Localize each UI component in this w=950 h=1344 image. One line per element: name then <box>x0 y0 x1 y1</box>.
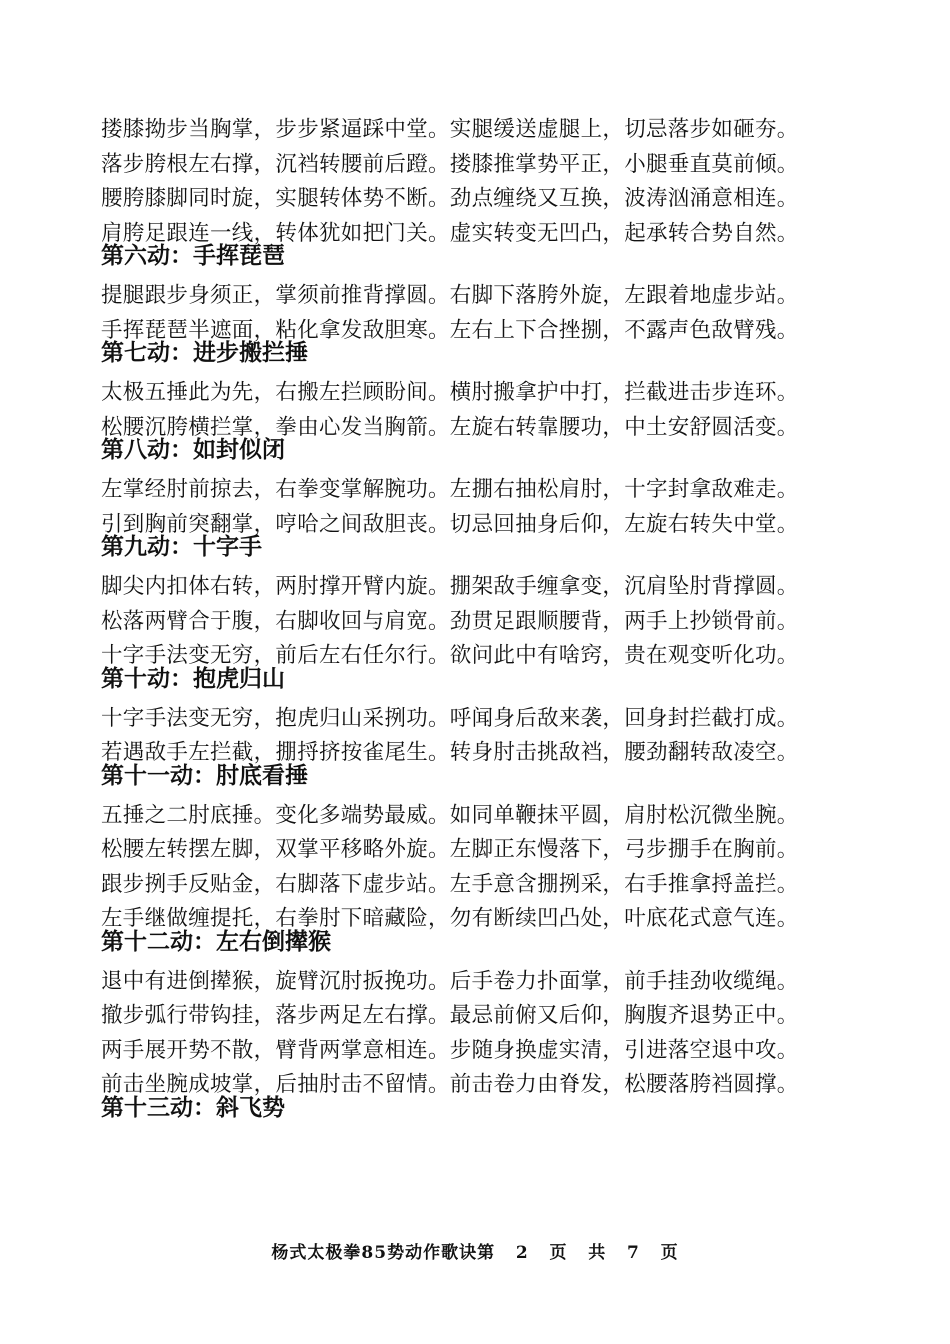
verse-line: 引到胸前突翻掌，哼哈之间敌胆丧。切忌回抽身后仰，左旋右转失中堂。 <box>101 511 799 537</box>
verse-line: 左掌经肘前掠去，右拳变掌解腕功。左掤右抽松肩肘，十字封拿敌难走。 <box>101 477 799 502</box>
verse-line: 左手继做缠提托，右拳肘下暗藏险，勿有断续凹凸处，叶底花式意气连。 <box>101 906 799 931</box>
footer-page-word: 页 <box>549 1243 568 1263</box>
verse-line: 两手展开势不散，臂背两掌意相连。步随身换虚实清，引进落空退中攻。 <box>101 1037 799 1063</box>
verse-line: 前击坐腕成坡掌，后抽肘击不留情。前击卷力由脊发，松腰落胯裆圆撑。 <box>101 1072 799 1097</box>
verse-line: 提腿跟步身须正，掌须前推背撑圆。右脚下落胯外旋，左跟着地虚步站。 <box>101 283 799 308</box>
verse-line: 腰胯膝脚同时旋，实腿转体势不断。劲点缠绕又互换，波涛汹涌意相连。 <box>101 186 799 211</box>
verse-line: 松腰沉胯横拦掌，拳由心发当胸箭。左旋右转靠腰功，中土安舒圆活变。 <box>101 414 799 440</box>
section-heading: 第十二动：左右倒撵猴 <box>101 928 331 955</box>
verse-line: 太极五捶此为先，右搬左拦顾盼间。横肘搬拿护中打，拦截进击步连环。 <box>101 380 799 405</box>
page-body <box>101 113 821 1131</box>
intro-section <box>101 113 821 251</box>
verse-line: 落步胯根左右撑，沉裆转腰前后蹬。搂膝推掌势平正，小腿垂直莫前倾。 <box>101 151 799 177</box>
footer-total-pages: 7 <box>626 1243 640 1263</box>
verse-line: 肩胯足跟连一线，转体犹如把门关。虚实转变无凹凸，起承转合势自然。 <box>101 220 799 246</box>
verse-line: 手挥琵琶半遮面，粘化拿发敌胆寒。左右上下合挫捌，不露声色敌臂残。 <box>101 317 799 343</box>
section-9 <box>101 534 821 674</box>
page-footer <box>0 1238 950 1263</box>
section-8 <box>101 437 821 542</box>
verse-line: 五捶之二肘底捶。变化多端势最威。如同单鞭抹平圆，肩肘松沉微坐腕。 <box>101 802 799 828</box>
verse-line: 搂膝拗步当胸掌，步步紧逼踩中堂。实腿缓送虚腿上，切忌落步如砸夯。 <box>101 117 799 142</box>
section-7 <box>101 340 821 445</box>
footer-total-suffix: 页 <box>660 1243 679 1263</box>
footer-total-word: 共 <box>588 1243 607 1263</box>
section-heading: 第十三动：斜飞势 <box>101 1094 285 1121</box>
section-heading: 第九动：十字手 <box>101 534 262 560</box>
verse-line: 十字手法变无穷，前后左右任尔行。欲问此中有啥窍，贵在观变听化功。 <box>101 643 799 668</box>
verse-line: 松腰左转摆左脚，双掌平移略外旋。左脚正东慢落下，弓步掤手在胸前。 <box>101 837 799 862</box>
section-heading: 第八动：如封似闭 <box>101 437 285 463</box>
section-6 <box>101 243 821 348</box>
section-heading: 第十动：抱虎归山 <box>101 665 285 692</box>
footer-page-number: 2 <box>515 1243 529 1263</box>
verse-line: 十字手法变无穷，抱虎归山采挒功。呼闻身后敌来袭，回身封拦截打成。 <box>101 705 799 731</box>
section-12 <box>101 929 821 1103</box>
section-heading: 第六动：手挥琵琶 <box>101 243 285 269</box>
verse-line: 退中有进倒撵猴，旋臂沉肘扳挽功。后手卷力扑面掌，前手挂劲收缆绳。 <box>101 968 799 994</box>
section-heading: 第十一动：肘底看捶 <box>101 762 308 789</box>
verse-line: 若遇敌手左拦截，掤捋挤按雀尾生。转身肘击挑敌裆，腰劲翻转敌凌空。 <box>101 740 799 765</box>
verse-line: 脚尖内扣体右转，两肘撑开臂内旋。掤架敌手缠拿变，沉肩坠肘背撑圆。 <box>101 574 799 599</box>
verse-line: 松落两臂合于腹，右脚收回与肩宽。劲贯足跟顺腰背，两手上抄锁骨前。 <box>101 608 799 634</box>
verse-line: 撤步弧行带钩挂，落步两足左右撑。最忌前俯又后仰，胸腹齐退势正中。 <box>101 1003 799 1028</box>
section-heading: 第七动：进步搬拦捶 <box>101 340 308 366</box>
section-10 <box>101 666 821 771</box>
footer-doc-title: 杨式太极拳85势动作歌诀第 <box>271 1243 496 1263</box>
verse-line: 跟步挒手反贴金，右脚落下虚步站。左手意含掤挒采，右手推拿捋盖拦。 <box>101 871 799 897</box>
section-11 <box>101 763 821 937</box>
